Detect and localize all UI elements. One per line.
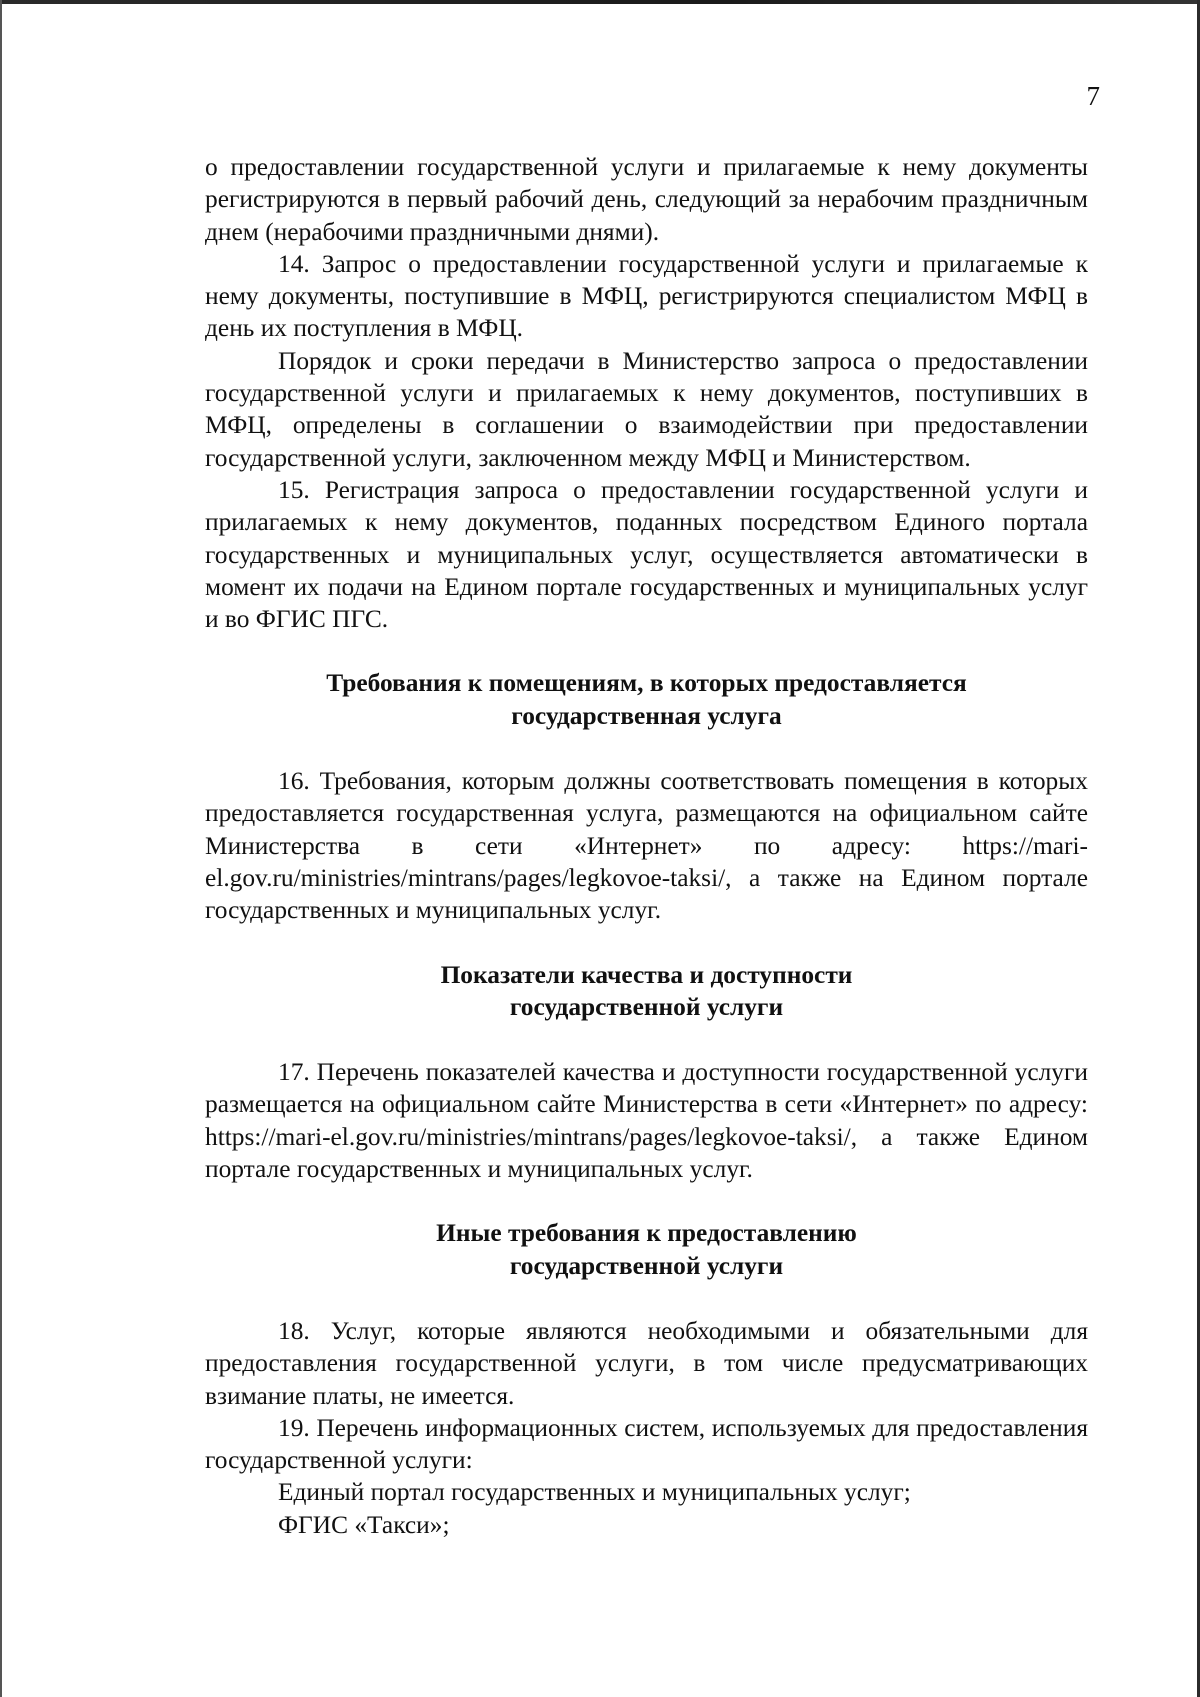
spacer [205, 635, 1088, 667]
paragraph-13-continuation: о предоставлении государственной услуги и прилагаемые к нему документы регистрируются в первый рабочий день, следующий за нерабочим праздничным днем (нерабочими праздничными днями). [205, 153, 1088, 246]
spacer [205, 1023, 1088, 1056]
spacer [205, 1282, 1088, 1315]
scan-left-edge [0, 0, 2, 1697]
heading-line: государственной услуги [509, 992, 784, 1021]
heading-line: Иные требования к предоставлению [436, 1219, 857, 1248]
paragraph-14-transfer-order: Порядок и сроки передачи в Министерство запроса о предоставлении государственной услуги и прилагаемых к нему документов, поступивших в МФЦ, определены в соглашении о взаимодействии при предоставлении государственной услуги, заключенном между МФЦ и Министерством. [205, 346, 1088, 472]
spacer [205, 1185, 1088, 1217]
document-body [205, 151, 1088, 1541]
heading-line: Показатели качества и доступности [440, 960, 853, 989]
heading-line: государственная услуга [511, 701, 782, 730]
paragraph-17: 17. Перечень показателей качества и доступности государственной услуги размещается на официальном сайте Министерства в сети «Интернет» по адресу: https://mari-el.gov.ru/ministries/mintrans/pages/legkovoe-taksi/, а также Едином портале государственных и муниципальных услуг. [205, 1058, 1088, 1184]
paragraph-15: 15. Регистрация запроса о предоставлении государственной услуги и прилагаемых к нему документов, поданных посредством Единого портала государственных и муниципальных услуг, осуществляется автоматически в момент их подачи на Едином портале государственных и муниципальных услуг и во ФГИС ПГС. [205, 475, 1088, 634]
heading-line: государственной услуги [509, 1251, 784, 1280]
paragraph-16: 16. Требования, которым должны соответствовать помещения в которых предоставляется государственная услуга, размещаются на официальном сайте Министерства в сети «Интернет» по адресу: https://mari-el.gov.ru/ministries/mintrans/pages/legkovoe-taksi/, а также на Едином портале государственных и муниципальных услуг. [205, 767, 1088, 925]
section-heading-premises [205, 667, 1088, 732]
information-systems-list [205, 1476, 1088, 1541]
list-item: ФГИС «Такси»; [278, 1510, 450, 1539]
paragraph-19: 19. Перечень информационных систем, используемых для предоставления государственной услуги: [205, 1413, 1088, 1475]
paragraph-18: 18. Услуг, которые являются необходимыми и обязательными для предоставления государственной услуги, в том числе предусматривающих взимание платы, не имеется. [205, 1316, 1088, 1410]
section-heading-other-requirements [205, 1217, 1088, 1282]
list-item: Единый портал государственных и муниципальных услуг; [278, 1478, 911, 1507]
spacer [205, 927, 1088, 959]
scan-top-edge [0, 0, 1200, 4]
spacer [205, 732, 1088, 765]
heading-line: Требования к помещениям, в которых предоставляется [326, 669, 967, 698]
section-heading-quality [205, 959, 1088, 1024]
page-number: 7 [1086, 81, 1100, 111]
paragraph-14: 14. Запрос о предоставлении государственной услуги и прилагаемые к нему документы, поступившие в МФЦ, регистрируются специалистом МФЦ в день их поступления в МФЦ. [205, 249, 1088, 343]
